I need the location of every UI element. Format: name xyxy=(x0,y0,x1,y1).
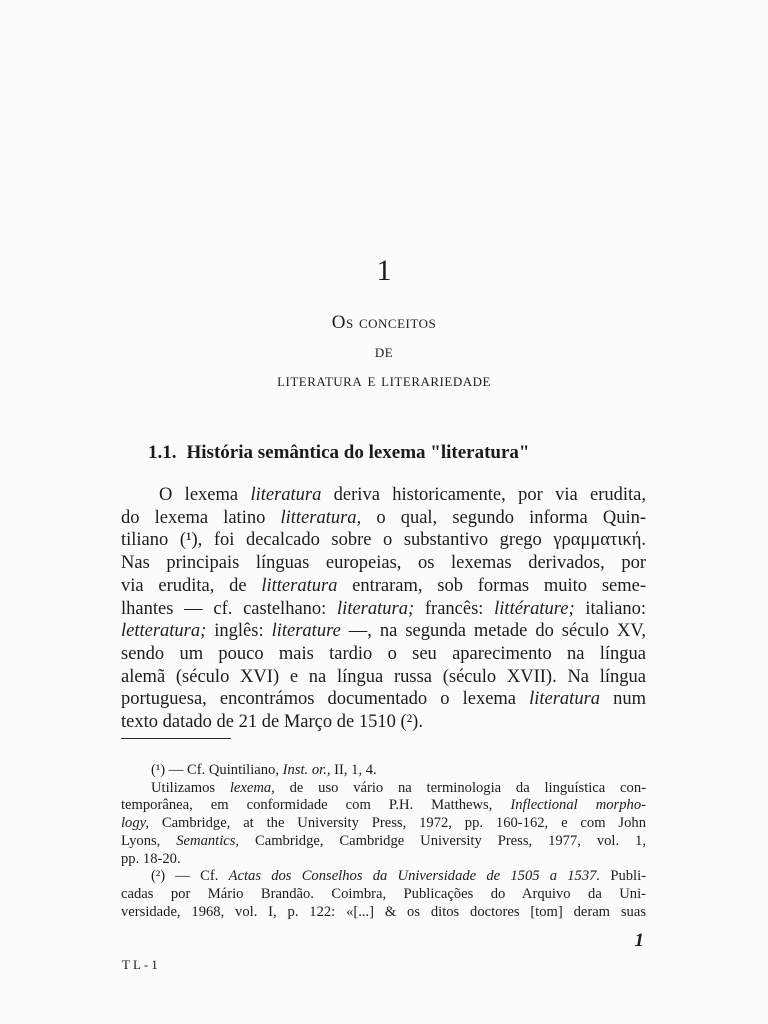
italic-term: litteratura, xyxy=(280,507,362,528)
signature-mark: TL-1 xyxy=(122,957,161,972)
paragraph-line: do lexema latino litteratura, o qual, segundo informa Quin- xyxy=(121,507,646,528)
footnote-line: temporânea, em conformidade com P.H. Matthews, Inflectional morpho- xyxy=(121,797,646,814)
italic-term: lexema, xyxy=(229,779,275,796)
paragraph-line: sendo um pouco mais tardio o seu aparecimento na língua xyxy=(121,643,646,664)
italic-term: literatura xyxy=(529,689,601,710)
body-paragraph xyxy=(121,484,646,734)
chapter-title xyxy=(0,308,768,395)
paragraph-line: letteratura; inglês: literature —, na segunda metade do século XV, xyxy=(121,621,646,642)
italic-term: letteratura; xyxy=(121,621,207,642)
italic-term: literature xyxy=(271,621,341,642)
paragraph-line: portuguesa, encontrámos documentado o lexema literatura num xyxy=(121,689,646,710)
italic-term: literatura xyxy=(250,485,322,505)
section-title: História semântica do lexema "literatura" xyxy=(186,442,530,463)
italic-term: Inflectional morpho- xyxy=(510,797,646,814)
paragraph-line: lhantes — cf. castelhano: literatura; francês: littérature; italiano: xyxy=(121,598,647,619)
footnote-line: logy, Cambridge, at the University Press, 1972, pp. 160-162, e com John xyxy=(121,815,646,832)
section-number: 1.1. xyxy=(148,442,177,463)
footnote-line: Utilizamos lexema, de uso vário na terminologia da linguística con- xyxy=(151,779,646,796)
chapter-title-line: Os conceitos xyxy=(331,312,437,333)
footnote-line: pp. 18-20. xyxy=(121,850,181,867)
paragraph-line: tiliano (¹), foi decalcado sobre o substantivo grego γραμματική. xyxy=(121,530,646,551)
italic-term: logy, xyxy=(121,815,149,832)
italic-term: Inst. or., xyxy=(282,762,331,778)
footnote-line: Lyons, Semantics, Cambridge, Cambridge University Press, 1977, vol. 1, xyxy=(121,832,646,849)
footnote-divider xyxy=(121,738,231,739)
paragraph-line: O lexema literatura deriva historicamente, por via erudita, xyxy=(159,485,646,505)
italic-term: litteratura xyxy=(261,575,338,596)
page-number: 1 xyxy=(634,930,644,951)
italic-term: Semantics, xyxy=(176,832,240,849)
footnote-line: versidade, 1968, vol. I, p. 122: «[...] & os ditos doctores [tom] deram suas xyxy=(121,903,646,920)
footnotes xyxy=(121,762,646,921)
paragraph-line: texto datado de 21 de Março de 1510 (²). xyxy=(121,712,423,733)
italic-term: littérature; xyxy=(494,598,575,619)
footnote-line: cadas por Mário Brandão. Coimbra, Publicações do Arquivo da Uni- xyxy=(121,885,646,902)
footnote-line: (¹) — Cf. Quintiliano, Inst. or., II, 1, 4. xyxy=(151,762,377,778)
paragraph-line: Nas principais línguas europeias, os lexemas derivados, por xyxy=(121,553,646,574)
chapter-number: 1 xyxy=(376,254,392,287)
paragraph-line: via erudita, de litteratura entraram, sob formas muito seme- xyxy=(121,575,646,596)
italic-term: Actas dos Conselhos da Universidade de 1505 a 1537. xyxy=(228,868,601,885)
chapter-title-line: literatura e literariedade xyxy=(277,370,491,391)
italic-term: literatura; xyxy=(337,598,415,619)
chapter-title-line: de xyxy=(374,341,394,362)
paragraph-line: alemã (século XVI) e na língua russa (século XVII). Na língua xyxy=(121,666,646,687)
footnote-line: (²) — Cf. Actas dos Conselhos da Universidade de 1505 a 1537. Publi- xyxy=(151,868,647,885)
section-heading xyxy=(148,441,648,465)
